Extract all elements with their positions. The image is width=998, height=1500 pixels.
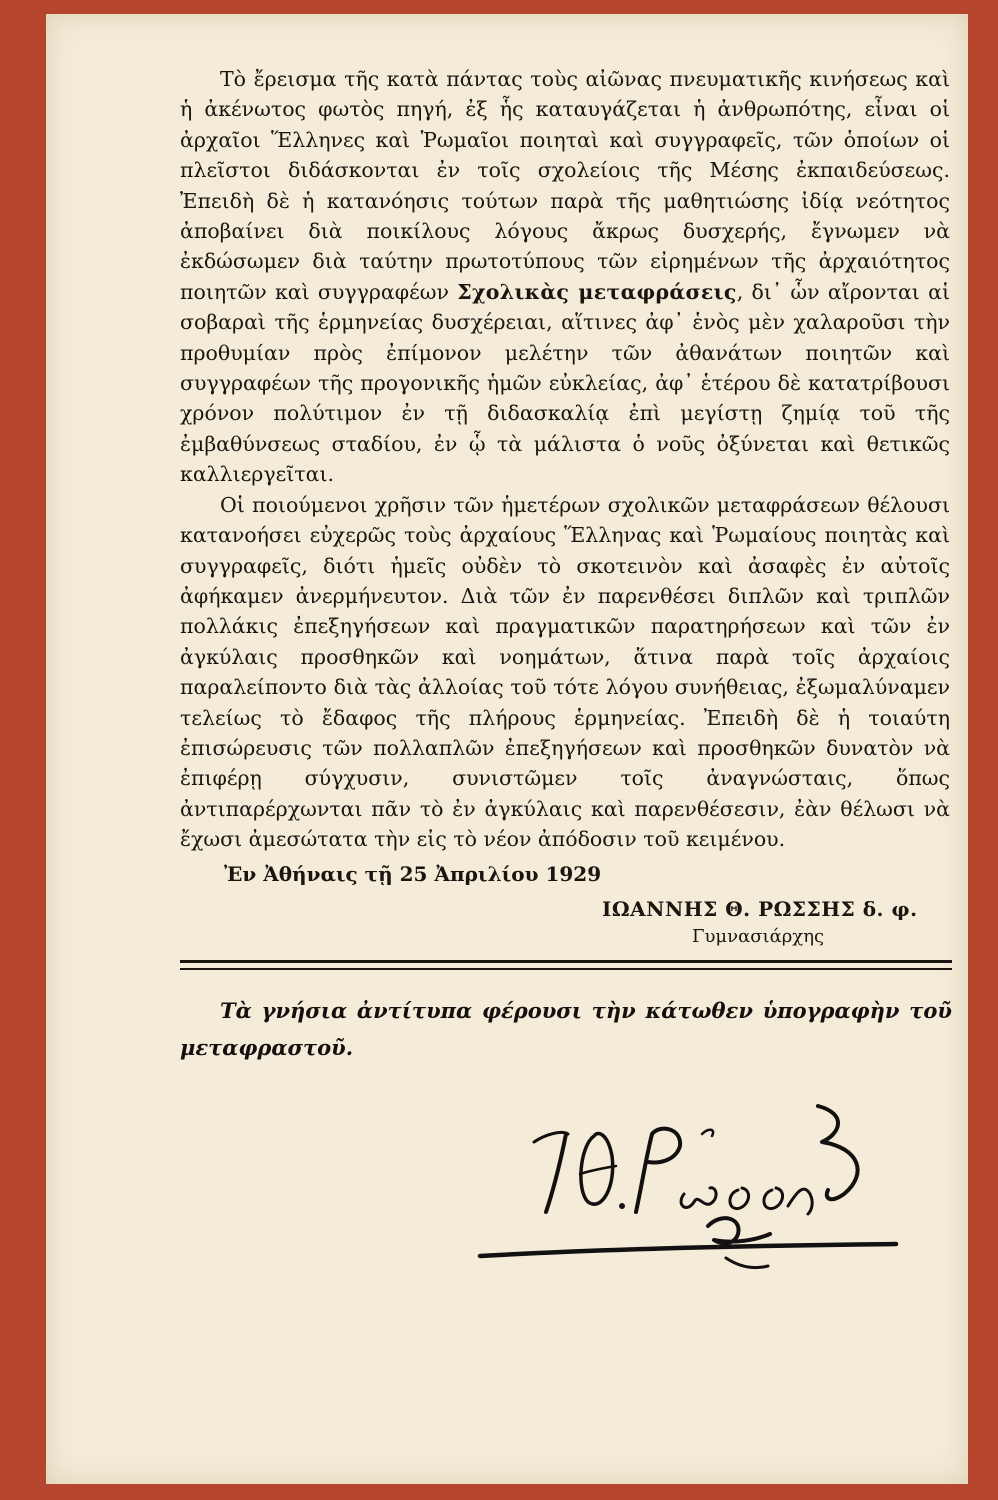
authenticity-notice: Τὰ γνήσια ἀντίτυπα φέρουσι τὴν κάτωθεν ὑπογραφὴν τοῦ μεταφραστοῦ. xyxy=(180,998,952,1060)
date-line: Ἐν Ἀθήναις τῇ 25 Ἀπριλίου 1929 xyxy=(224,862,602,886)
paragraph-2-text: Οἱ ποιούμενοι χρῆσιν τῶν ἡμετέρων σχολικῶν μεταφράσεων θέλουσι κατανοήσει εὐχερῶς τοὺς ἀρχαίους Ἕλληνας καὶ Ῥωμαίους ποιητὰς καὶ συγγραφεῖς, διότι ἡμεῖς οὐδὲν τὸ σκοτεινὸν καὶ ἀσαφὲς ἐν αὐτοῖς ἀφήκαμεν ἀνερμήνευτον. Διὰ τῶν ἐν παρενθέσει διπλῶν καὶ τριπλῶν πολλάκις ἐπεξηγήσεων καὶ πραγματικῶν παρατηρήσεων καὶ τῶν ἐν ἀγκύλαις προσθηκῶν καὶ νοημάτων, ἅτινα παρὰ τοῖς ἀρχαίοις παραλείποντο διὰ τὰς ἀλλοίας τοῦ τότε λόγου συνήθειας, ἐξωμαλύναμεν τελείως τὸ ἔδαφος τῆς πλήρους ἑρμηνείας. Ἐπειδὴ δὲ ἡ τοιαύτη ἐπισώρευσις τῶν πολλαπλῶν ἐπεξηγήσεων καὶ προσθηκῶν δυνατὸν νὰ ἐπιφέρῃ σύγχυσιν, συνιστῶμεν τοῖς ἀναγνώσταις, ὅπως ἀντιπαρέρχωνται πᾶν τὸ ἐν ἀγκύλαις καὶ παρενθέσεσιν, ἐὰν θέλωσι νὰ ἔχωσι ἀμεσώτατα τὴν εἰς τὸ νέον ἀπόδοσιν τοῦ κειμένου. xyxy=(180,492,950,852)
divider-rule-bottom xyxy=(180,968,952,970)
paragraph-2 xyxy=(180,490,950,855)
paragraph-1 xyxy=(180,64,950,490)
signer-title: Γυμνασιάρχης xyxy=(692,926,825,947)
preface-body xyxy=(180,64,950,855)
signer-name: ΙΩΑΝΝΗΣ Θ. ΡΩΣΣΗΣ δ. φ. xyxy=(602,897,918,921)
paragraph-1-text: Τὸ ἔρεισμα τῆς κατὰ πάντας τοὺς αἰῶνας πνευματικῆς κινήσεως καὶ ἡ ἀκένωτος φωτὸς πηγή, ἐξ ἧς καταυγάζεται ἡ ἀνθρωπότης, εἶναι οἱ ἀρχαῖοι Ἕλληνες καὶ Ῥωμαῖοι ποιηταὶ καὶ συγγραφεῖς, τῶν ὁποίων οἱ πλεῖστοι διδάσκονται ἐν τοῖς σχολείοις τῆς Μέσης ἐκπαιδεύσεως. Ἐπειδὴ δὲ ἡ κατανόησις τούτων παρὰ τῆς μαθητιώσης ἰδίᾳ νεότητος ἀποβαίνει διὰ ποικίλους λόγους ἄκρως δυσχερής, ἔγνωμεν νὰ ἐκδώσωμεν διὰ ταύτην πρωτοτύπους τῶν εἰρημένων τῆς ἀρχαιότητος ποιητῶν καὶ συγγραφέων xyxy=(180,67,950,304)
document-page xyxy=(46,14,968,1484)
paragraph-1-emphasis: Σχολικὰς μεταφράσεις xyxy=(457,279,737,304)
handwritten-signature xyxy=(476,1094,906,1284)
divider-rule-top xyxy=(180,960,952,963)
paragraph-1-continuation: , δι᾽ ὧν αἴρονται αἱ σοβαραὶ τῆς ἑρμηνείας δυσχέρειαι, αἵτινες ἀφ᾽ ἑνὸς μὲν χαλαροῦσι τὴν προθυμίαν πρὸς ἐπίμονον μελέτην τῶν ἀθανάτων ποιητῶν καὶ συγγραφέων τῆς προγονικῆς ἡμῶν εὐκλείας, ἀφ᾽ ἑτέρου δὲ κατατρίβουσι χρόνον πολύτιμον ἐν τῇ διδασκαλίᾳ ἐπὶ μεγίστῃ ζημίᾳ τοῦ τῆς ἐμβαθύνσεως σταδίου, ἐν ᾧ τὰ μάλιστα ὁ νοῦς ὀξύνεται καὶ θετικῶς καλλιεργεῖται. xyxy=(180,279,950,487)
